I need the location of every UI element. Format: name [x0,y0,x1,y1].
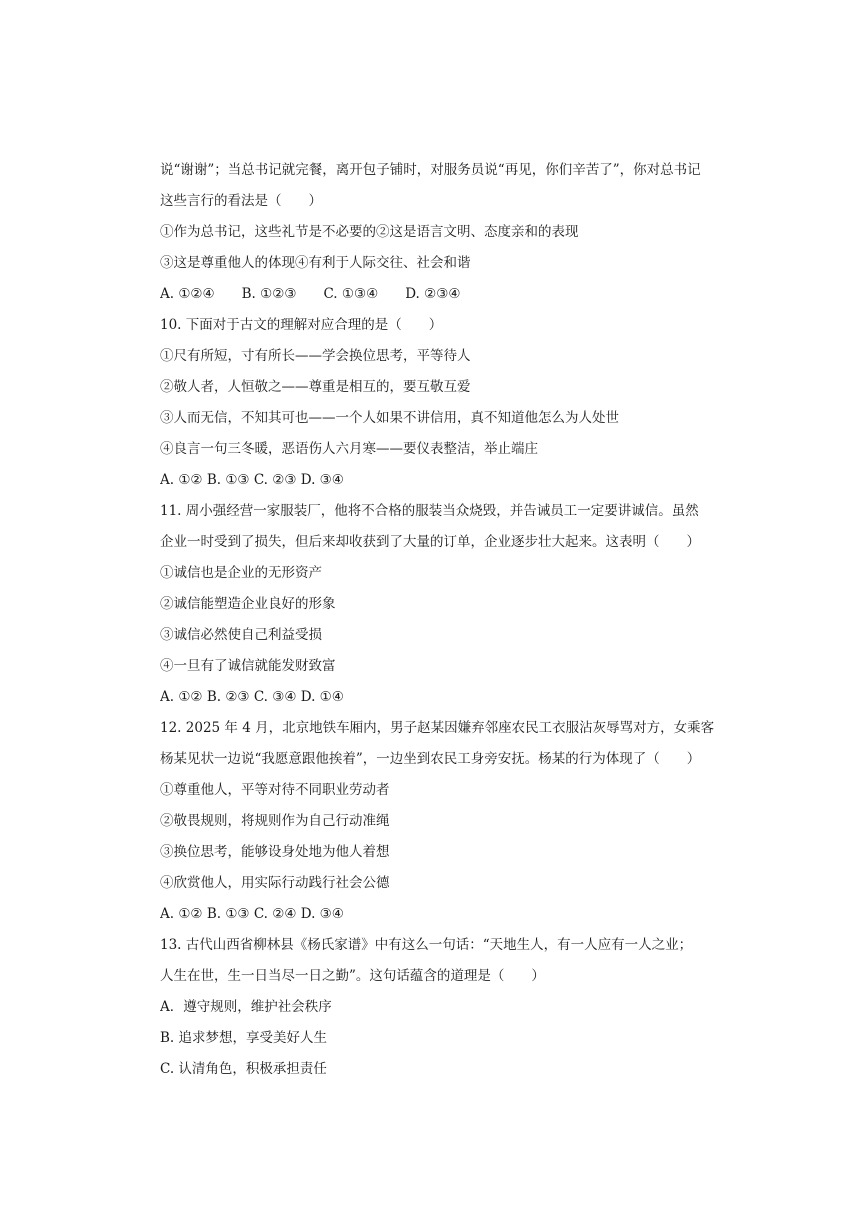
text-line: ①尺有所短，寸有所长——学会换位思考，平等待人 [160,348,471,364]
question-12: 12. 2025 年 4 月，北京地铁车厢内，男子赵某因嫌弃邻座农民工衣服沾灰辱骂对方，女乘客 [160,720,715,736]
text-line: ④一旦有了诚信就能发财致富 [160,658,336,674]
question-13: 13. 古代山西省柳林县《杨氏家谱》中有这么一句话：“天地生人，有一人应有一人之业； [160,937,693,953]
question-11: 11. 周小强经营一家服装厂，他将不合格的服装当众烧毁，并告诫员工一定要讲诚信。虽然 [160,503,699,519]
text-line: 杨某见状一边说“我愿意跟他挨着”，一边坐到农民工身旁安抚。杨某的行为体现了（ ） [160,751,701,767]
answer-options: A. ①② B. ①③ C. ②④ D. ③④ [160,906,344,922]
text-line: ③这是尊重他人的体现④有利于人际交往、社会和谐 [160,255,471,271]
text-line: 这些言行的看法是（ ） [160,193,322,209]
text-line: ③换位思考，能够设身处地为他人着想 [160,844,390,860]
text-line: ①尊重他人，平等对待不同职业劳动者 [160,782,390,798]
answer-options: A. ①② B. ②③ C. ③④ D. ①④ [160,689,344,705]
text-line: ④良言一句三冬暖，恶语伤人六月寒——要仪表整洁，举止端庄 [160,441,538,457]
text-line: ③人而无信，不知其可也——一个人如果不讲信用，真不知道他怎么为人处世 [160,410,619,426]
text-line: ①诚信也是企业的无形资产 [160,565,322,581]
answer-option-a: A．遵守规则，维护社会秩序 [160,999,332,1015]
text-line: ③诚信必然使自己利益受损 [160,627,322,643]
text-line: 说“谢谢”；当总书记就完餐，离开包子铺时，对服务员说“再见，你们辛苦了”，你对总书记 [160,162,701,178]
text-line: ④欣赏他人，用实际行动践行社会公德 [160,875,390,891]
answer-options: A. ①②④ B. ①②③ C. ①③④ D. ②③④ [160,286,461,302]
answer-options: A. ①② B. ①③ C. ②③ D. ③④ [160,472,344,488]
answer-option-b: B. 追求梦想，享受美好人生 [160,1030,328,1046]
question-10: 10. 下面对于古文的理解对应合理的是（ ） [160,317,443,333]
answer-option-c: C. 认清角色，积极承担责任 [160,1061,327,1077]
text-line: 企业一时受到了损失，但后来却收获到了大量的订单，企业逐步壮大起来。这表明（ ） [160,534,700,550]
text-line: ②诚信能塑造企业良好的形象 [160,596,336,612]
text-line: ②敬人者，人恒敬之——尊重是相互的，要互敬互爱 [160,379,471,395]
text-line: 人生在世，生一日当尽一日之勤”。这句话蕴含的道理是（ ） [160,968,545,984]
text-line: ②敬畏规则，将规则作为自己行动准绳 [160,813,390,829]
text-line: ①作为总书记，这些礼节是不必要的②这是语言文明、态度亲和的表现 [160,224,579,240]
